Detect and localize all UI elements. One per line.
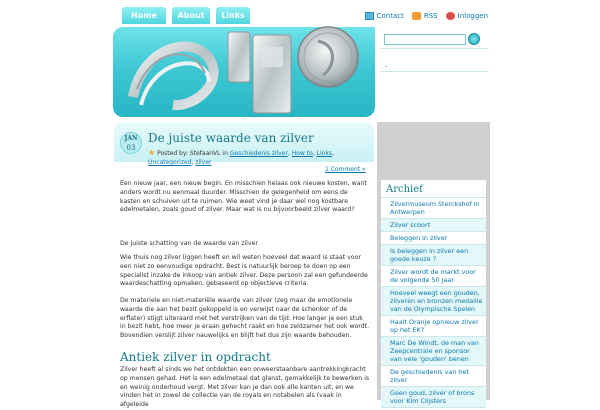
nav-tab-about[interactable]: About — [172, 7, 210, 24]
post-meta: ★ Posted by: StefaanVL in Geschiedenis zilver, How to, Links, Uncategorized, zilver — [148, 148, 334, 166]
star-icon: ★ — [148, 148, 156, 157]
category-link[interactable]: Uncategorized — [148, 159, 192, 166]
in-label: in — [222, 150, 228, 157]
search-input[interactable] — [384, 34, 466, 45]
section-heading: Antiek zilver in opdracht — [120, 350, 271, 364]
post-author: StefaanVL — [189, 150, 221, 157]
contact-label: Contact — [376, 12, 404, 20]
archive-title: Archief — [381, 180, 486, 198]
header-banner-image — [113, 27, 375, 117]
archive-link[interactable]: Haalt Oranje opnieuw zilver op het EK? — [381, 316, 486, 337]
contact-link[interactable] — [365, 12, 404, 20]
post-paragraph: Een nieuw jaar, een nieuw begin. En misschien helaas ook nieuwe kosten, want anders wordt nu eenmaal duurder. Misschien de gelegenheid om eens de kasten en schuiven uit te ruimen. Wie weet vind je daar wel nog kostbare edelmetalen, zoals goud of zilver. Maar wat is nu bijvoorbeeld zilver waard? — [120, 180, 367, 214]
archive-link[interactable]: Hoeveel weegt een gouden, zilveren en bronzen medaille van de Olympische Spelen — [381, 287, 486, 316]
archive-link[interactable]: Geen goud, zilver of brons voor Kim Clijsters — [381, 387, 486, 408]
category-link[interactable]: Links — [316, 150, 333, 157]
post-paragraph: De juiste schatting van de waarde van zilver — [120, 240, 258, 247]
post-paragraph: De materiele en niet-materiële waarde van zilver (zeg maar de emotionele waarde die aan het bezit gekoppeld is en verwijst naar de schenker of de erflater) stijgt uiteraard met het verstrijken van de tijd. Hoe langer je een stuk in bezit hebt, hoe meer je eraan gehecht raakt en hoe zeldzamer het ook wordt. Bovendien verslijt zilver nauwelijks en blijft het dus zijn waarde behouden. — [120, 297, 370, 340]
nav-tab-links[interactable]: Links — [216, 7, 250, 24]
archive-link[interactable]: Beleggen in zilver — [381, 232, 486, 245]
category-link[interactable]: How to — [291, 150, 313, 157]
comments-link[interactable]: 1 Comment » — [325, 166, 366, 173]
post-title[interactable]: De juiste waarde van zilver — [148, 131, 314, 145]
post-day: 03 — [126, 144, 136, 152]
archive-link[interactable]: Marc De Windt, de man van Zeepcentrale en sponsor van vele 'gouden' benen — [381, 337, 486, 366]
top-links — [365, 12, 488, 20]
post-month: JAN — [124, 135, 138, 142]
archive-link[interactable]: Zilver wordt de markt voor de volgende 50 jaar — [381, 266, 486, 287]
sidebar — [377, 122, 490, 405]
category-link[interactable]: Geschiedenis zilver — [229, 150, 288, 157]
post-paragraph: Wie thuis nog zilver liggen heeft en wil weten hoeveel dat waard is staat voor een niet zo eenvoudige opdracht. Best is natuurlijk beroep te doen op een specialist inzake de inkoop van antiek zilver. Deze persoon zal een gefundeerde waardeschatting opmaken, gebaseerd op objectieve criteria. — [120, 254, 368, 288]
category-link[interactable]: zilver — [195, 159, 212, 166]
post-paragraph: Zilver heeft al sinds we het ontdekten een onweerstaanbare aantrekkingkracht op mensen gehad. Het is een edelmetaal dat glanst, gemakkelijk te bewerken is en weinig onderhoud vergt. Met zilver kan je dan ook alle kanten uit, en we vinden het in zowel de collectie van de royals en notabelen als (vaak in afgeleide — [120, 366, 370, 409]
rss-icon — [412, 12, 421, 20]
posted-by-label: Posted by: — [157, 150, 188, 157]
archive-widget — [381, 180, 486, 408]
bracelet-graphic — [133, 47, 214, 106]
nav-tab-home[interactable]: Home — [122, 7, 166, 24]
archive-link[interactable]: Zilvermuseum Sterckshof in Antwerpen — [381, 198, 486, 219]
archive-link[interactable]: Is beleggen in zilver een goede keuze ? — [381, 245, 486, 266]
login-label: Inloggen — [457, 12, 488, 20]
rss-label: RSS — [423, 12, 438, 20]
login-link[interactable] — [446, 12, 488, 20]
login-icon — [446, 12, 455, 20]
archive-link[interactable]: Zilver scoort — [381, 219, 486, 232]
top-navigation — [122, 7, 250, 24]
mail-icon — [365, 12, 374, 20]
search-form — [384, 33, 480, 45]
post-date-badge — [120, 132, 142, 154]
rss-link[interactable] — [412, 12, 438, 20]
sidebar-text-box: . — [380, 48, 488, 72]
archive-link[interactable]: De geschiedenis van het zilver — [381, 366, 486, 387]
search-button[interactable] — [468, 33, 480, 45]
